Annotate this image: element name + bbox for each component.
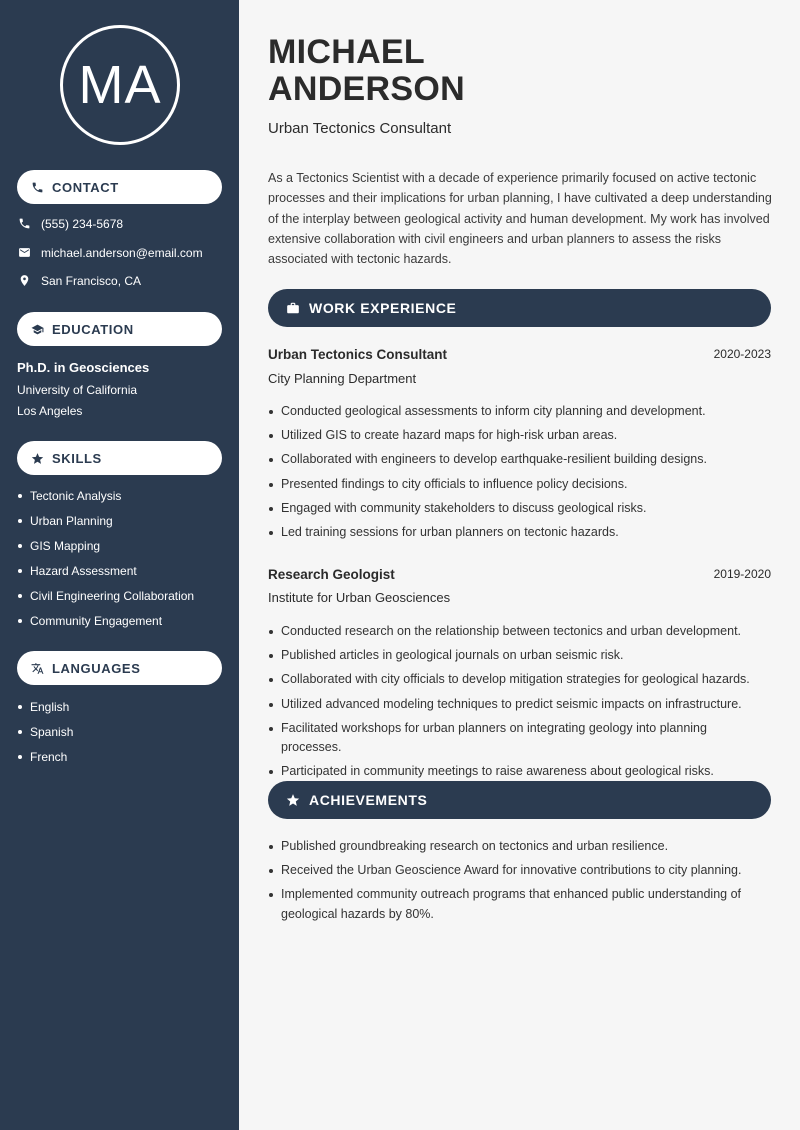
job-bullets — [268, 622, 771, 787]
name-last: ANDERSON — [268, 70, 465, 108]
phone-icon — [17, 216, 32, 231]
list-item: Published articles in geological journals on urban seismic risk. — [268, 646, 771, 666]
list-item: Civil Engineering Collaboration — [17, 587, 194, 612]
list-item: French — [17, 748, 73, 773]
list-item: Presented findings to city officials to influence policy decisions. — [268, 475, 771, 495]
list-item: Implemented community outreach programs that enhanced public understanding of geological hazards by 80%. — [268, 885, 771, 924]
job-bullets — [268, 402, 771, 547]
achievements-heading-label: ACHIEVEMENTS — [309, 792, 428, 808]
list-item: Utilized GIS to create hazard maps for high-risk urban areas. — [268, 426, 771, 446]
education-school: University of California — [17, 383, 138, 397]
education-heading-label: EDUCATION — [52, 321, 134, 337]
achievements-list — [268, 837, 771, 929]
email-text[interactable]: michael.anderson@email.com — [41, 245, 203, 260]
achievements-heading — [268, 781, 771, 819]
contact-heading-label: CONTACT — [52, 179, 119, 195]
map-pin-icon — [17, 273, 32, 288]
location-text: San Francisco, CA — [41, 273, 142, 288]
list-item: Received the Urban Geoscience Award for innovative contributions to city planning. — [268, 861, 771, 881]
job-title: Urban Tectonics Consultant — [268, 347, 448, 362]
phone-icon — [30, 180, 44, 194]
phone-text[interactable]: (555) 234-5678 — [41, 216, 124, 231]
list-item: Community Engagement — [17, 612, 194, 637]
name-first: MICHAEL — [268, 33, 425, 71]
contact-email — [17, 245, 203, 260]
skills-heading — [17, 441, 222, 475]
full-name — [268, 34, 465, 108]
list-item: Facilitated workshops for urban planners on integrating geology into planning processes. — [268, 719, 758, 758]
briefcase-icon — [285, 301, 300, 316]
list-item: Tectonic Analysis — [17, 487, 194, 512]
list-item: Hazard Assessment — [17, 562, 194, 587]
graduation-cap-icon — [30, 322, 44, 336]
job-dates: 2019-2020 — [713, 567, 771, 581]
envelope-icon — [17, 245, 32, 260]
star-icon — [285, 793, 300, 808]
star-icon — [30, 451, 44, 465]
languages-heading — [17, 651, 222, 685]
job-title: Research Geologist — [268, 567, 395, 582]
list-item: Spanish — [17, 723, 73, 748]
list-item: Conducted geological assessments to inform city planning and development. — [268, 402, 771, 422]
sidebar — [0, 0, 239, 1130]
skills-heading-label: SKILLS — [52, 450, 102, 466]
list-item: Collaborated with city officials to develop mitigation strategies for geological hazards. — [268, 670, 771, 690]
profile-summary: As a Tectonics Scientist with a decade of experience primarily focused on active tectonic processes and their implications for urban planning, I have cultivated a deep understanding of the interplay between geological activity and human development. My work has involved extensive collaboration with civil engineers and urban planners to assess the risks associated with tectonic hazards. — [268, 171, 772, 267]
job-dates: 2020-2023 — [713, 347, 771, 361]
avatar-initials: MA — [60, 25, 180, 145]
job-organization: Institute for Urban Geosciences — [268, 590, 451, 605]
work-experience-heading — [268, 289, 771, 327]
list-item: Urban Planning — [17, 512, 194, 537]
education-degree: Ph.D. in Geosciences — [17, 360, 150, 375]
list-item: GIS Mapping — [17, 537, 194, 562]
languages-heading-label: LANGUAGES — [52, 660, 141, 676]
list-item: Participated in community meetings to raise awareness about geological risks. — [268, 762, 771, 782]
list-item: Collaborated with engineers to develop earthquake-resilient building designs. — [268, 450, 771, 470]
education-school-location: Los Angeles — [17, 404, 83, 418]
contact-phone — [17, 216, 123, 231]
list-item: Published groundbreaking research on tectonics and urban resilience. — [268, 837, 771, 857]
list-item: Utilized advanced modeling techniques to predict seismic impacts on infrastructure. — [268, 695, 771, 715]
education-heading — [17, 312, 222, 346]
job-organization: City Planning Department — [268, 371, 417, 386]
list-item: Engaged with community stakeholders to discuss geological risks. — [268, 499, 771, 519]
work-heading-label: WORK EXPERIENCE — [309, 300, 457, 316]
translate-icon — [30, 661, 44, 675]
job-title-headline: Urban Tectonics Consultant — [268, 120, 452, 137]
list-item: Conducted research on the relationship between tectonics and urban development. — [268, 622, 771, 642]
list-item: Led training sessions for urban planners on tectonic hazards. — [268, 523, 771, 543]
languages-list — [17, 698, 73, 773]
contact-location — [17, 273, 141, 288]
list-item: English — [17, 698, 73, 723]
contact-heading — [17, 170, 222, 204]
skills-list — [17, 487, 194, 637]
